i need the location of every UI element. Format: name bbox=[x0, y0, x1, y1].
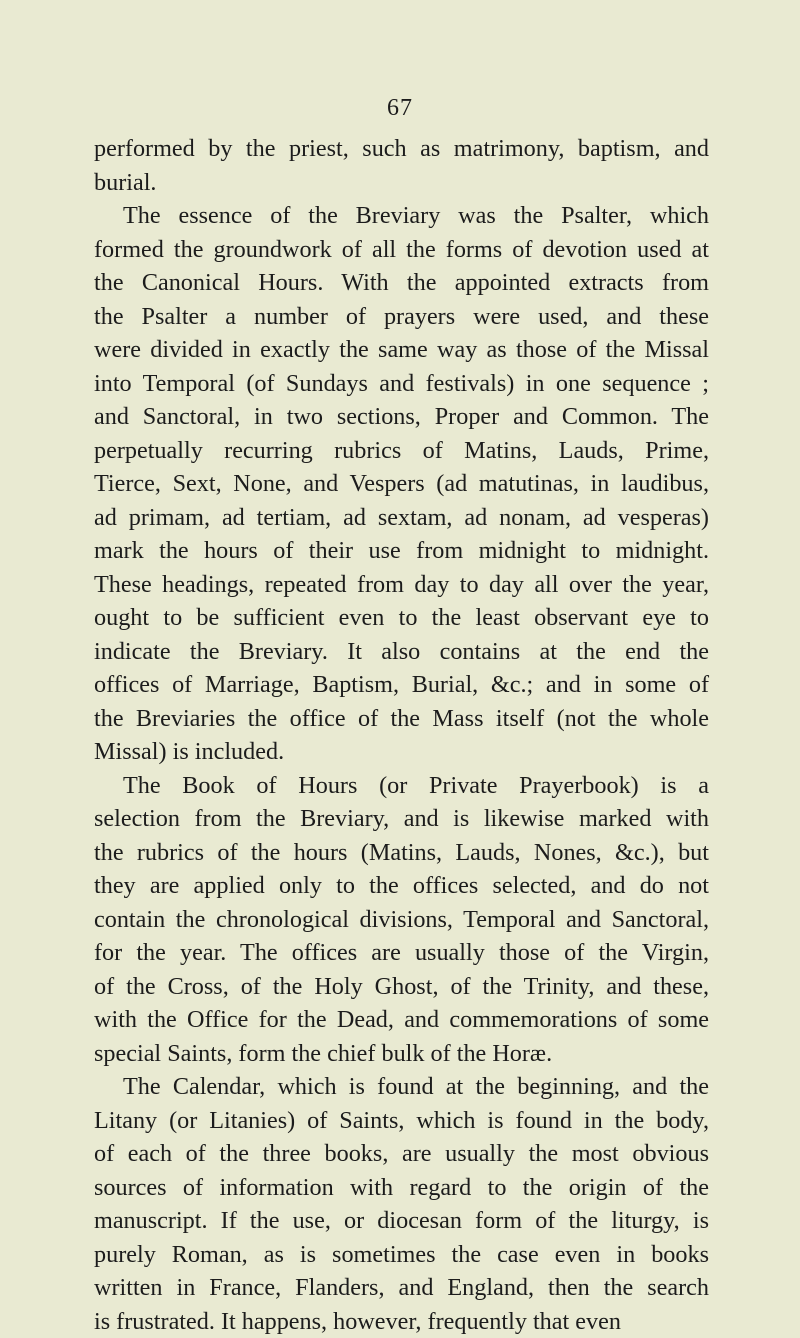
text-line: The essence of the Breviary was the Psalter, which bbox=[94, 199, 709, 233]
text-line: contain the chronological divisions, Temporal and Sanctoral, bbox=[94, 903, 709, 937]
text-line: and Sanctoral, in two sections, Proper and Common. The bbox=[94, 400, 709, 434]
text-line: indicate the Breviary. It also contains at the end the bbox=[94, 635, 709, 669]
text-line: the Breviaries the office of the Mass itself (not the whole bbox=[94, 702, 709, 736]
text-line: with the Office for the Dead, and commemorations of some bbox=[94, 1003, 709, 1037]
text-line: ad primam, ad tertiam, ad sextam, ad nonam, ad vesperas) bbox=[94, 501, 709, 535]
text-line: ought to be sufficient even to the least observant eye to bbox=[94, 601, 709, 635]
text-line: of each of the three books, are usually the most obvious bbox=[94, 1137, 709, 1171]
text-line: written in France, Flanders, and England, then the search bbox=[94, 1271, 709, 1305]
text-line: the Canonical Hours. With the appointed extracts from bbox=[94, 266, 709, 300]
text-line: offices of Marriage, Baptism, Burial, &c.; and in some of bbox=[94, 668, 709, 702]
text-line: mark the hours of their use from midnight to midnight. bbox=[94, 534, 709, 568]
text-line: perpetually recurring rubrics of Matins, Lauds, Prime, bbox=[94, 434, 709, 468]
text-line: were divided in exactly the same way as those of the Missal bbox=[94, 333, 709, 367]
body-text bbox=[94, 132, 709, 1338]
text-line: is frustrated. It happens, however, frequently that even bbox=[94, 1305, 709, 1338]
text-line: of the Cross, of the Holy Ghost, of the Trinity, and these, bbox=[94, 970, 709, 1004]
text-line: burial. bbox=[94, 166, 709, 200]
text-line: These headings, repeated from day to day all over the year, bbox=[94, 568, 709, 602]
text-line: the Psalter a number of prayers were used, and these bbox=[94, 300, 709, 334]
text-line: purely Roman, as is sometimes the case even in books bbox=[94, 1238, 709, 1272]
text-line: Litany (or Litanies) of Saints, which is found in the body, bbox=[94, 1104, 709, 1138]
text-line: selection from the Breviary, and is likewise marked with bbox=[94, 802, 709, 836]
text-line: The Calendar, which is found at the beginning, and the bbox=[94, 1070, 709, 1104]
text-line: Missal) is included. bbox=[94, 735, 709, 769]
text-line: for the year. The offices are usually those of the Virgin, bbox=[94, 936, 709, 970]
text-line: The Book of Hours (or Private Prayerbook) is a bbox=[94, 769, 709, 803]
text-line: special Saints, form the chief bulk of the Horæ. bbox=[94, 1037, 709, 1071]
text-line: the rubrics of the hours (Matins, Lauds, Nones, &c.), but bbox=[94, 836, 709, 870]
text-line: they are applied only to the offices selected, and do not bbox=[94, 869, 709, 903]
text-line: manuscript. If the use, or diocesan form of the liturgy, is bbox=[94, 1204, 709, 1238]
text-line: performed by the priest, such as matrimony, baptism, and bbox=[94, 132, 709, 166]
text-line: Tierce, Sext, None, and Vespers (ad matutinas, in laudibus, bbox=[94, 467, 709, 501]
text-line: formed the groundwork of all the forms of devotion used at bbox=[94, 233, 709, 267]
page-number: 67 bbox=[0, 94, 800, 122]
text-line: into Temporal (of Sundays and festivals) in one sequence ; bbox=[94, 367, 709, 401]
text-line: sources of information with regard to the origin of the bbox=[94, 1171, 709, 1205]
